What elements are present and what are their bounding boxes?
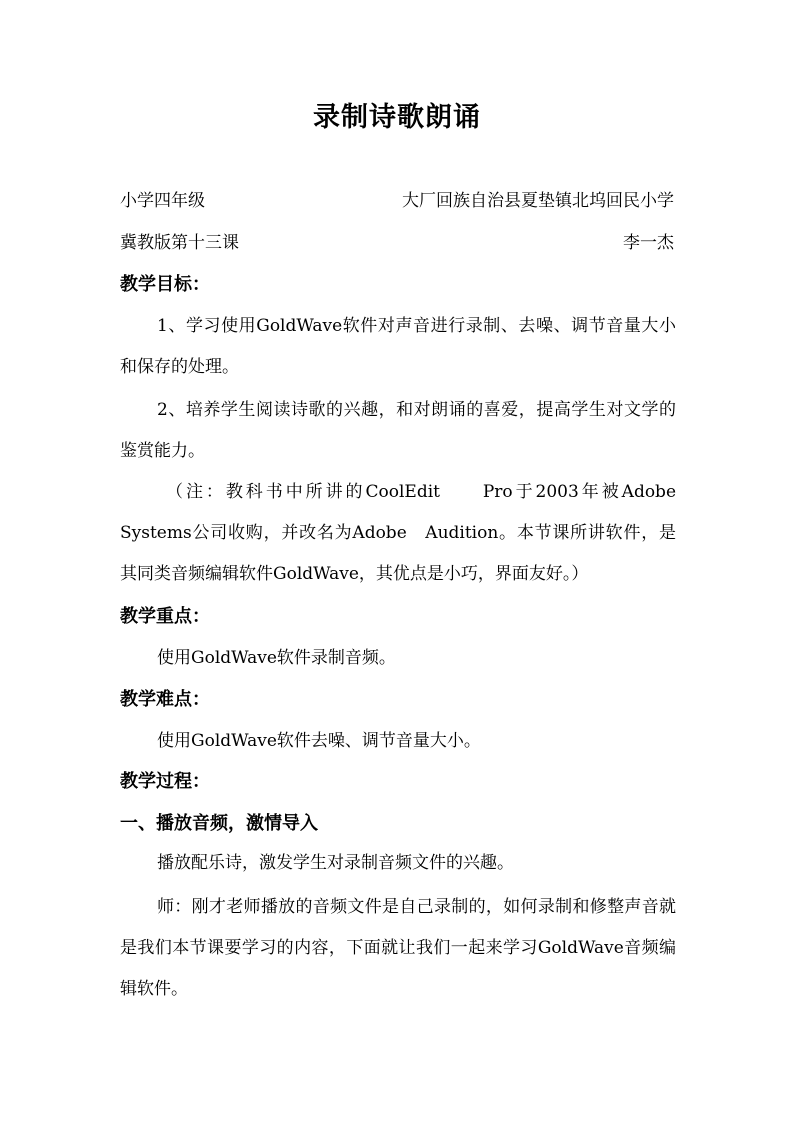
difficulty-heading: 教学难点： [120,689,210,710]
meta-row-2 [120,229,674,257]
school-label: 大厂回族自治县夏垫镇北坞回民小学 [402,191,674,211]
step-1-paragraph-1: 播放配乐诗，激发学生对录制音频文件的兴趣。 [157,853,514,873]
key-point-paragraph: 使用GoldWave软件录制音频。 [157,648,396,668]
step-1-paragraph-2: 师：刚才老师播放的音频文件是自己录制的，如何录制和修整声音就是我们本节课要学习的内容，下面就让我们一起来学习GoldWave音频编辑软件。 [120,897,676,999]
meta-row-1 [120,187,674,215]
edition-label: 冀教版第十三课 [120,233,239,253]
step-1-heading: 一、播放音频，激情导入 [120,813,318,834]
note-paragraph: （注：教科书中所讲的CoolEdit Pro于2003年被Adobe Systems公司收购，并改名为Adobe Audition。本节课所讲软件，是其同类音频编辑软件GoldWave，其优点是小巧，界面友好。） [120,482,676,584]
grade-label: 小学四年级 [120,191,205,211]
process-heading: 教学过程： [120,771,210,792]
objective-1-paragraph: 1、学习使用GoldWave软件对声音进行录制、去噪、调节音量大小和保存的处理。 [120,316,676,377]
key-point-heading: 教学重点： [120,606,210,627]
difficulty-paragraph: 使用GoldWave软件去噪、调节音量大小。 [157,731,481,751]
author-label: 李一杰 [623,233,674,253]
objective-2-paragraph: 2、培养学生阅读诗歌的兴趣，和对朗诵的喜爱，提高学生对文学的鉴赏能力。 [120,400,676,461]
document-title: 录制诗歌朗诵 [313,102,481,133]
objectives-heading: 教学目标： [120,274,210,295]
